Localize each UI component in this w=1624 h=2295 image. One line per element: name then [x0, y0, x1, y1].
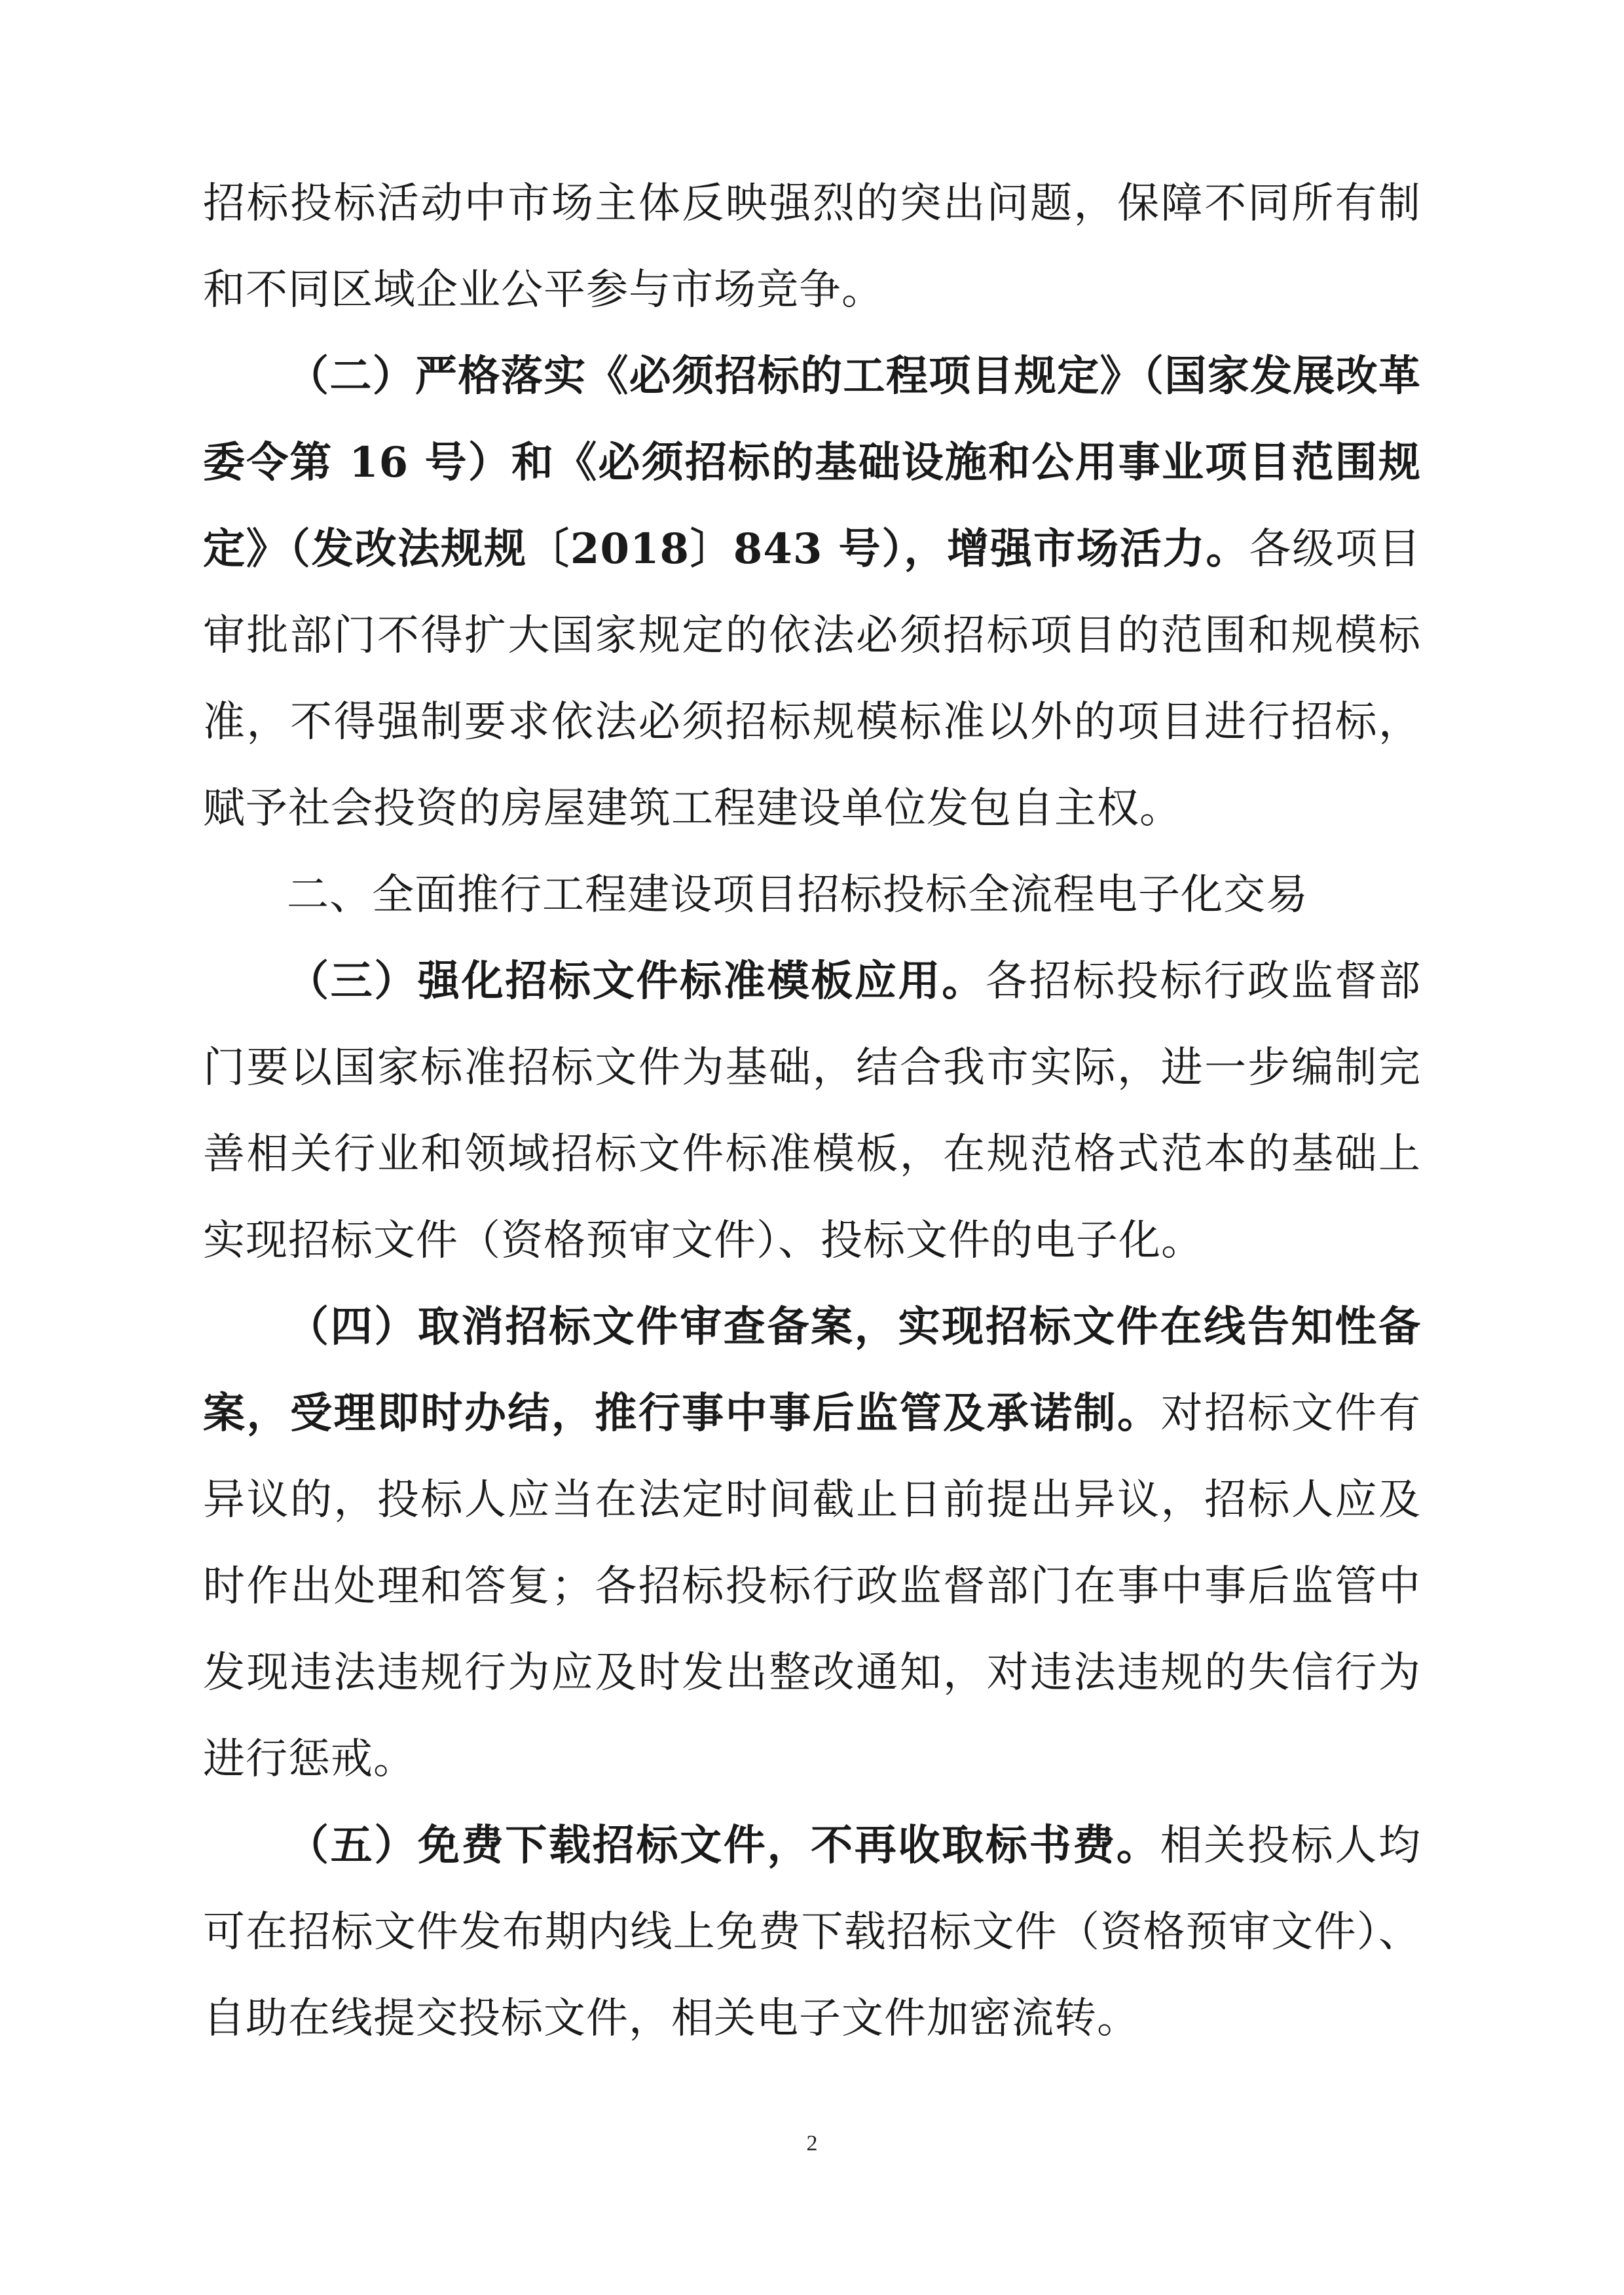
item-3-body: 各招标投标行政监督部门要以国家标准招标文件为基础，结合我市实际，进一步编制完善相关行业和领域招标文件标准模板，在规范格式范本的基础上实现招标文件（资格预审文件）、投标文件的电子化。: [203, 957, 1422, 1265]
page-number: 2: [806, 2131, 818, 2156]
item-2-body: 各级项目审批部门不得扩大国家规定的依法必须招标项目的范围和规模标准，不得强制要求依法必须招标规模标准以外的项目进行招标，赋予社会投资的房屋建筑工程建设单位发包自主权。: [203, 525, 1421, 833]
paragraph-item-4: [203, 1284, 1421, 1803]
paragraph-item-3: [203, 938, 1421, 1284]
item-5-lead: （五）免费下载招标文件，不再收取标书费。: [287, 1821, 1160, 1870]
section-heading-2: 二、全面推行工程建设项目招标投标全流程电子化交易: [287, 871, 1308, 919]
item-3-lead: （三）强化招标文件标准模板应用。: [287, 957, 986, 1006]
paragraph-text: 招标投标活动中市场主体反映强烈的突出问题，保障不同所有制和不同区域企业公平参与市场竞争。: [203, 179, 1421, 314]
paragraph-item-5: [203, 1803, 1421, 2062]
item-4-lead: （四）取消招标文件审查备案，实现招标文件在线告知性备案，受理即时办结，推行事中事后监管及承诺制。: [203, 1302, 1421, 1438]
paragraph-item-2: [203, 333, 1421, 852]
document-body: [203, 160, 1421, 2062]
item-2-lead: （二）严格落实《必须招标的工程项目规定》（国家发展改革委令第 16 号）和《必须招标的基础设施和公用事业项目范围规定》（发改法规规〔2018〕843 号），增强市场活力。: [203, 352, 1421, 574]
item-4-body: 对招标文件有异议的，投标人应当在法定时间截止日前提出异议，招标人应及时作出处理和答复；各招标投标行政监督部门在事中事后监管中发现违法违规行为应及时发出整改通知，对违法违规的失信行为进行惩戒。: [203, 1389, 1422, 1784]
paragraph-continuation: [203, 160, 1421, 333]
item-5-body: 相关投标人均可在招标文件发布期内线上免费下载招标文件（资格预审文件）、自助在线提交投标文件，相关电子文件加密流转。: [203, 1822, 1422, 2043]
